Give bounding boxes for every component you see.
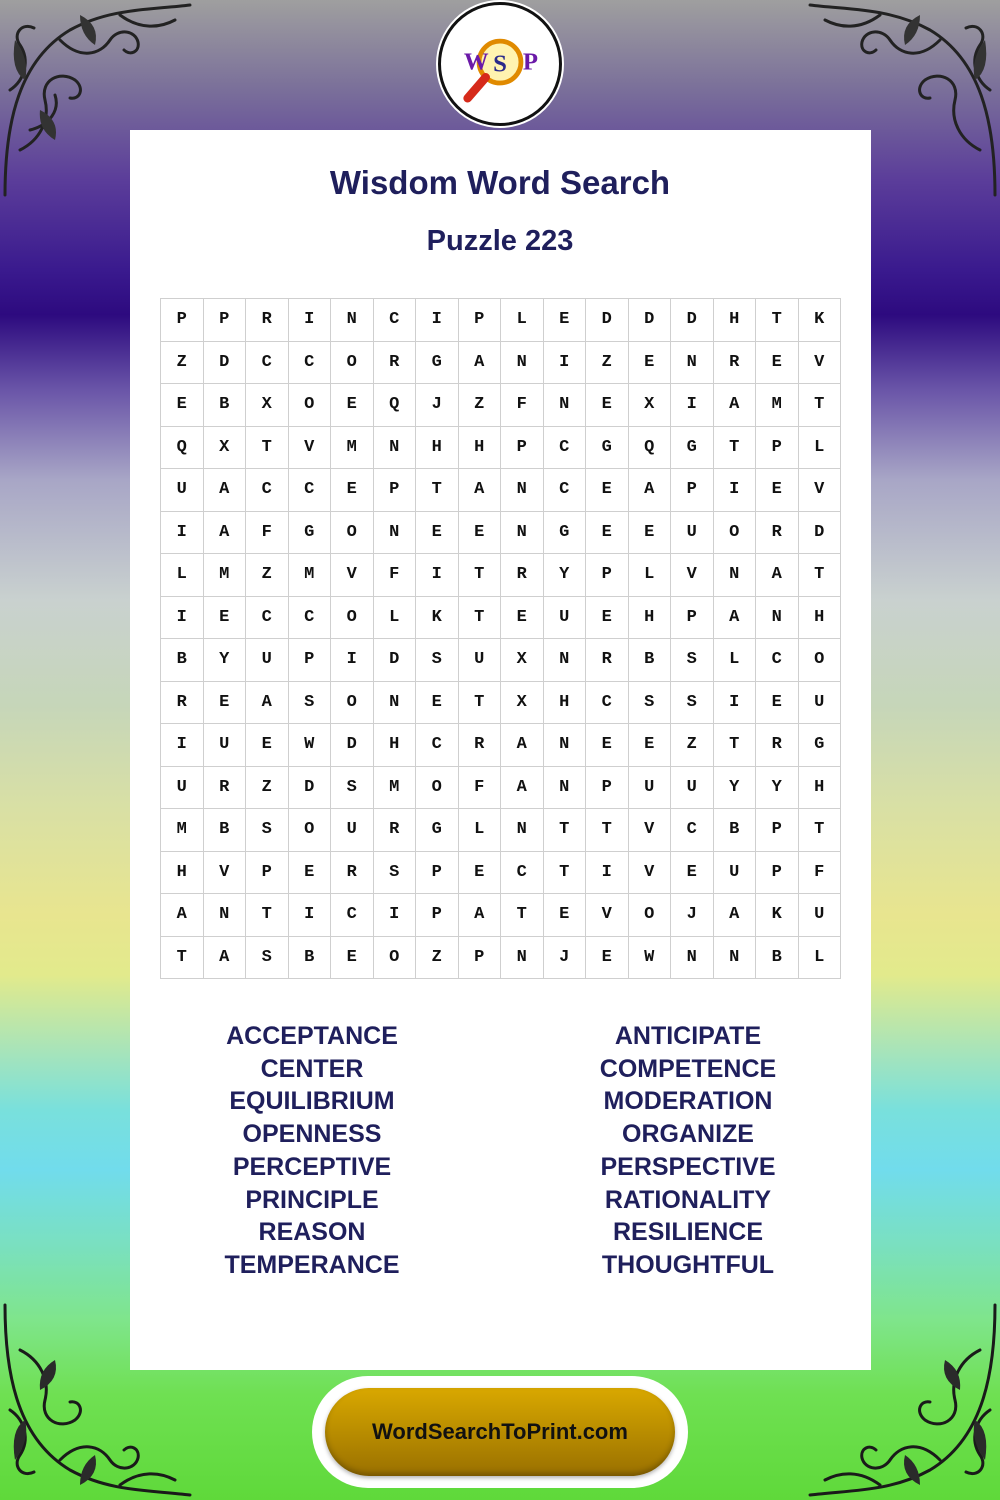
grid-cell[interactable]: S bbox=[671, 682, 714, 725]
grid-cell[interactable]: S bbox=[374, 852, 417, 895]
grid-cell[interactable]: M bbox=[756, 384, 799, 427]
grid-cell[interactable]: E bbox=[586, 469, 629, 512]
word-item: TEMPERANCE bbox=[224, 1250, 400, 1279]
grid-cell[interactable]: Y bbox=[756, 767, 799, 810]
grid-cell[interactable]: A bbox=[204, 512, 247, 555]
grid-cell[interactable]: I bbox=[671, 384, 714, 427]
grid-cell[interactable]: E bbox=[629, 512, 672, 555]
grid-cell[interactable]: O bbox=[331, 512, 374, 555]
grid-cell[interactable]: O bbox=[331, 597, 374, 640]
grid-cell[interactable]: O bbox=[799, 639, 842, 682]
grid-cell[interactable]: D bbox=[671, 299, 714, 342]
grid-cell[interactable]: E bbox=[289, 852, 332, 895]
grid-cell[interactable]: I bbox=[289, 299, 332, 342]
grid-cell[interactable]: X bbox=[501, 639, 544, 682]
grid-cell[interactable]: P bbox=[586, 767, 629, 810]
grid-cell[interactable]: U bbox=[161, 469, 204, 512]
grid-cell[interactable]: H bbox=[714, 299, 757, 342]
grid-cell[interactable]: A bbox=[714, 384, 757, 427]
grid-cell[interactable]: I bbox=[714, 469, 757, 512]
grid-cell[interactable]: C bbox=[544, 469, 587, 512]
grid-cell[interactable]: T bbox=[714, 724, 757, 767]
grid-cell[interactable]: W bbox=[629, 937, 672, 980]
grid-cell[interactable]: I bbox=[416, 554, 459, 597]
grid-cell[interactable]: L bbox=[501, 299, 544, 342]
grid-cell[interactable]: E bbox=[331, 469, 374, 512]
grid-cell[interactable]: P bbox=[374, 469, 417, 512]
grid-cell[interactable]: U bbox=[799, 682, 842, 725]
grid-cell[interactable]: A bbox=[459, 894, 502, 937]
grid-cell[interactable]: N bbox=[756, 597, 799, 640]
grid-cell[interactable]: H bbox=[416, 427, 459, 470]
grid-cell[interactable]: C bbox=[501, 852, 544, 895]
grid-cell[interactable]: N bbox=[671, 342, 714, 385]
grid-cell[interactable]: G bbox=[416, 342, 459, 385]
grid-cell[interactable]: P bbox=[416, 852, 459, 895]
grid-cell[interactable]: G bbox=[544, 512, 587, 555]
grid-cell[interactable]: E bbox=[459, 512, 502, 555]
grid-cell[interactable]: T bbox=[501, 894, 544, 937]
word-item: REASON bbox=[258, 1218, 366, 1247]
grid-cell[interactable]: H bbox=[629, 597, 672, 640]
grid-cell[interactable]: R bbox=[756, 512, 799, 555]
grid-cell[interactable]: S bbox=[246, 937, 289, 980]
grid-cell[interactable]: N bbox=[331, 299, 374, 342]
grid-cell[interactable]: T bbox=[586, 809, 629, 852]
word-item: CENTER bbox=[260, 1054, 364, 1083]
grid-cell[interactable]: N bbox=[374, 512, 417, 555]
page-title: Wisdom Word Search bbox=[329, 164, 671, 201]
grid-cell[interactable]: C bbox=[756, 639, 799, 682]
grid-cell[interactable]: U bbox=[331, 809, 374, 852]
grid-cell[interactable]: P bbox=[246, 852, 289, 895]
grid-cell[interactable]: N bbox=[501, 469, 544, 512]
grid-cell[interactable]: X bbox=[204, 427, 247, 470]
grid-cell[interactable]: C bbox=[331, 894, 374, 937]
grid-cell[interactable]: Z bbox=[671, 724, 714, 767]
word-item: OPENNESS bbox=[242, 1120, 382, 1149]
grid-cell[interactable]: G bbox=[416, 809, 459, 852]
grid-cell[interactable]: P bbox=[756, 809, 799, 852]
grid-cell[interactable]: T bbox=[246, 894, 289, 937]
grid-cell[interactable]: L bbox=[459, 809, 502, 852]
logo-letter-w: W bbox=[463, 48, 489, 76]
grid-cell[interactable]: P bbox=[459, 299, 502, 342]
grid-cell[interactable]: N bbox=[544, 767, 587, 810]
grid-cell[interactable]: E bbox=[586, 597, 629, 640]
grid-cell[interactable]: L bbox=[799, 937, 842, 980]
grid-cell[interactable]: Z bbox=[246, 554, 289, 597]
grid-cell[interactable]: V bbox=[799, 469, 842, 512]
grid-cell[interactable]: A bbox=[714, 597, 757, 640]
grid-cell[interactable]: S bbox=[671, 639, 714, 682]
grid-cell[interactable]: C bbox=[246, 342, 289, 385]
grid-cell[interactable]: V bbox=[629, 809, 672, 852]
word-item: COMPETENCE bbox=[599, 1054, 777, 1083]
grid-cell[interactable]: R bbox=[714, 342, 757, 385]
word-item: PRINCIPLE bbox=[245, 1185, 379, 1214]
grid-cell[interactable]: U bbox=[544, 597, 587, 640]
grid-cell[interactable]: E bbox=[204, 682, 247, 725]
grid-cell[interactable]: P bbox=[756, 852, 799, 895]
grid-cell[interactable]: Z bbox=[246, 767, 289, 810]
word-item: PERSPECTIVE bbox=[600, 1152, 776, 1181]
grid-cell[interactable]: M bbox=[204, 554, 247, 597]
grid-cell[interactable]: O bbox=[331, 342, 374, 385]
grid-cell[interactable]: E bbox=[586, 937, 629, 980]
grid-cell[interactable]: F bbox=[459, 767, 502, 810]
grid-cell[interactable]: I bbox=[161, 724, 204, 767]
grid-cell[interactable]: I bbox=[161, 597, 204, 640]
grid-cell[interactable]: B bbox=[161, 639, 204, 682]
word-item: ANTICIPATE bbox=[614, 1022, 762, 1050]
word-item: RATIONALITY bbox=[604, 1185, 772, 1214]
grid-cell[interactable]: R bbox=[756, 724, 799, 767]
grid-cell[interactable]: D bbox=[586, 299, 629, 342]
grid-cell[interactable]: B bbox=[204, 809, 247, 852]
word-item: RESILIENCE bbox=[612, 1218, 764, 1247]
grid-cell[interactable]: P bbox=[756, 427, 799, 470]
grid-cell[interactable]: P bbox=[161, 299, 204, 342]
grid-cell[interactable]: C bbox=[671, 809, 714, 852]
grid-cell[interactable]: A bbox=[459, 342, 502, 385]
grid-cell[interactable]: U bbox=[246, 639, 289, 682]
grid-cell[interactable]: V bbox=[331, 554, 374, 597]
grid-cell[interactable]: V bbox=[629, 852, 672, 895]
grid-cell[interactable]: G bbox=[586, 427, 629, 470]
grid-cell[interactable]: N bbox=[501, 342, 544, 385]
grid-cell[interactable]: A bbox=[714, 894, 757, 937]
grid-cell[interactable]: N bbox=[671, 937, 714, 980]
word-item: ACCEPTANCE bbox=[226, 1022, 398, 1050]
grid-cell[interactable]: A bbox=[629, 469, 672, 512]
grid-cell[interactable]: E bbox=[629, 342, 672, 385]
grid-cell[interactable]: M bbox=[289, 554, 332, 597]
grid-cell[interactable]: A bbox=[459, 469, 502, 512]
grid-cell[interactable]: Q bbox=[161, 427, 204, 470]
grid-cell[interactable]: W bbox=[289, 724, 332, 767]
grid-cell[interactable]: C bbox=[246, 597, 289, 640]
grid-cell[interactable]: H bbox=[459, 427, 502, 470]
grid-cell[interactable]: B bbox=[289, 937, 332, 980]
grid-cell[interactable]: A bbox=[161, 894, 204, 937]
grid-cell[interactable]: E bbox=[586, 384, 629, 427]
grid-cell[interactable]: U bbox=[204, 724, 247, 767]
grid-cell[interactable]: I bbox=[289, 894, 332, 937]
grid-cell[interactable]: D bbox=[629, 299, 672, 342]
grid-cell[interactable]: C bbox=[246, 469, 289, 512]
grid-cell[interactable]: R bbox=[161, 682, 204, 725]
grid-cell[interactable]: R bbox=[501, 554, 544, 597]
grid-cell[interactable]: P bbox=[289, 639, 332, 682]
grid-cell[interactable]: N bbox=[501, 937, 544, 980]
grid-cell[interactable]: U bbox=[671, 512, 714, 555]
grid-cell[interactable]: V bbox=[586, 894, 629, 937]
grid-cell[interactable]: E bbox=[161, 384, 204, 427]
grid-cell[interactable]: P bbox=[204, 299, 247, 342]
grid-cell[interactable]: O bbox=[289, 809, 332, 852]
grid-cell[interactable]: G bbox=[289, 512, 332, 555]
grid-cell[interactable]: S bbox=[246, 809, 289, 852]
grid-cell[interactable]: Y bbox=[544, 554, 587, 597]
grid-cell[interactable]: L bbox=[799, 427, 842, 470]
word-list-right bbox=[528, 1020, 848, 1282]
grid-cell[interactable]: N bbox=[374, 682, 417, 725]
grid-cell[interactable]: J bbox=[671, 894, 714, 937]
website-button[interactable] bbox=[325, 1388, 675, 1476]
grid-cell[interactable]: F bbox=[246, 512, 289, 555]
grid-cell[interactable]: U bbox=[714, 852, 757, 895]
grid-cell[interactable]: N bbox=[544, 724, 587, 767]
grid-cell[interactable]: E bbox=[756, 342, 799, 385]
grid-cell[interactable]: R bbox=[204, 767, 247, 810]
grid-cell[interactable]: I bbox=[374, 894, 417, 937]
grid-cell[interactable]: F bbox=[799, 852, 842, 895]
grid-cell[interactable]: T bbox=[246, 427, 289, 470]
grid-cell[interactable]: S bbox=[629, 682, 672, 725]
grid-cell[interactable]: T bbox=[459, 682, 502, 725]
grid-cell[interactable]: V bbox=[204, 852, 247, 895]
grid-cell[interactable]: C bbox=[416, 724, 459, 767]
word-list-left bbox=[152, 1020, 472, 1282]
grid-cell[interactable]: V bbox=[799, 342, 842, 385]
grid-cell[interactable]: N bbox=[501, 809, 544, 852]
grid-cell[interactable]: A bbox=[501, 767, 544, 810]
grid-cell[interactable]: E bbox=[756, 469, 799, 512]
grid-cell[interactable]: P bbox=[416, 894, 459, 937]
logo-letter-p: P bbox=[522, 48, 538, 76]
word-item: ORGANIZE bbox=[622, 1120, 754, 1149]
grid-cell[interactable]: S bbox=[331, 767, 374, 810]
grid-cell[interactable]: V bbox=[671, 554, 714, 597]
grid-cell[interactable]: N bbox=[204, 894, 247, 937]
grid-cell[interactable]: I bbox=[331, 639, 374, 682]
grid-cell[interactable]: X bbox=[629, 384, 672, 427]
grid-cell[interactable]: D bbox=[204, 342, 247, 385]
grid-cell[interactable]: E bbox=[586, 724, 629, 767]
grid-cell[interactable]: T bbox=[416, 469, 459, 512]
magnifier-icon bbox=[441, 5, 559, 123]
grid-cell[interactable]: M bbox=[374, 767, 417, 810]
grid-cell[interactable]: E bbox=[629, 724, 672, 767]
grid-cell[interactable]: T bbox=[756, 299, 799, 342]
grid-cell[interactable]: E bbox=[416, 682, 459, 725]
grid-cell[interactable]: P bbox=[671, 597, 714, 640]
grid-cell[interactable]: L bbox=[714, 639, 757, 682]
grid-cell[interactable]: P bbox=[459, 937, 502, 980]
grid-cell[interactable]: Q bbox=[374, 384, 417, 427]
grid-cell[interactable]: O bbox=[416, 767, 459, 810]
grid-cell[interactable]: Z bbox=[161, 342, 204, 385]
grid-cell[interactable]: T bbox=[799, 384, 842, 427]
grid-cell[interactable]: R bbox=[331, 852, 374, 895]
grid-cell[interactable]: J bbox=[416, 384, 459, 427]
grid-cell[interactable]: R bbox=[246, 299, 289, 342]
grid-cell[interactable]: A bbox=[756, 554, 799, 597]
grid-cell[interactable]: E bbox=[756, 682, 799, 725]
grid-cell[interactable]: E bbox=[459, 852, 502, 895]
grid-cell[interactable]: Y bbox=[204, 639, 247, 682]
grid-cell[interactable]: N bbox=[544, 639, 587, 682]
grid-cell[interactable]: A bbox=[204, 469, 247, 512]
grid-cell[interactable]: F bbox=[501, 384, 544, 427]
grid-cell[interactable]: M bbox=[161, 809, 204, 852]
grid-cell[interactable]: U bbox=[671, 767, 714, 810]
grid-cell[interactable]: B bbox=[629, 639, 672, 682]
grid-cell[interactable]: R bbox=[586, 639, 629, 682]
grid-cell[interactable]: B bbox=[714, 809, 757, 852]
grid-cell[interactable]: P bbox=[501, 427, 544, 470]
grid-cell[interactable]: O bbox=[331, 682, 374, 725]
grid-cell[interactable]: B bbox=[204, 384, 247, 427]
grid-cell[interactable]: U bbox=[161, 767, 204, 810]
grid-cell[interactable]: O bbox=[629, 894, 672, 937]
grid-cell[interactable]: R bbox=[374, 342, 417, 385]
grid-cell[interactable]: B bbox=[756, 937, 799, 980]
grid-cell[interactable]: K bbox=[799, 299, 842, 342]
word-item: EQUILIBRIUM bbox=[229, 1087, 395, 1116]
grid-cell[interactable]: N bbox=[544, 384, 587, 427]
grid-cell[interactable]: Z bbox=[459, 384, 502, 427]
word-item: PERCEPTIVE bbox=[232, 1152, 392, 1181]
grid-cell[interactable]: T bbox=[544, 852, 587, 895]
grid-cell[interactable]: H bbox=[374, 724, 417, 767]
puzzle-number: Puzzle 223 bbox=[426, 225, 574, 257]
grid-cell[interactable]: T bbox=[459, 597, 502, 640]
footer-badge bbox=[312, 1376, 688, 1488]
grid-cell[interactable]: X bbox=[501, 682, 544, 725]
grid-cell[interactable]: E bbox=[331, 384, 374, 427]
grid-cell[interactable]: R bbox=[374, 809, 417, 852]
grid-cell[interactable]: E bbox=[544, 894, 587, 937]
grid-cell[interactable]: D bbox=[374, 639, 417, 682]
grid-cell[interactable]: I bbox=[544, 342, 587, 385]
grid-cell[interactable]: T bbox=[799, 809, 842, 852]
grid-cell[interactable]: A bbox=[204, 937, 247, 980]
grid-cell[interactable]: U bbox=[629, 767, 672, 810]
grid-cell[interactable]: H bbox=[799, 597, 842, 640]
word-item: MODERATION bbox=[603, 1087, 773, 1116]
grid-cell[interactable]: G bbox=[671, 427, 714, 470]
grid-cell[interactable]: D bbox=[799, 512, 842, 555]
grid-cell[interactable]: E bbox=[501, 597, 544, 640]
grid-cell[interactable]: H bbox=[544, 682, 587, 725]
grid-cell[interactable]: C bbox=[586, 682, 629, 725]
logo-letter-s: S bbox=[493, 50, 507, 78]
grid-cell[interactable]: L bbox=[629, 554, 672, 597]
grid-cell[interactable]: N bbox=[714, 937, 757, 980]
website-link[interactable]: WordSearchToPrint.com bbox=[372, 1419, 628, 1444]
grid-cell[interactable]: C bbox=[544, 427, 587, 470]
grid-cell[interactable]: A bbox=[246, 682, 289, 725]
grid-cell[interactable]: N bbox=[501, 512, 544, 555]
grid-cell[interactable]: H bbox=[161, 852, 204, 895]
grid-cell[interactable]: T bbox=[714, 427, 757, 470]
grid-cell[interactable]: I bbox=[416, 299, 459, 342]
grid-cell[interactable]: F bbox=[374, 554, 417, 597]
grid-cell[interactable]: X bbox=[246, 384, 289, 427]
grid-cell[interactable]: Z bbox=[586, 342, 629, 385]
grid-cell[interactable]: O bbox=[374, 937, 417, 980]
grid-cell[interactable]: P bbox=[671, 469, 714, 512]
grid-cell[interactable]: E bbox=[544, 299, 587, 342]
grid-cell[interactable]: T bbox=[459, 554, 502, 597]
grid-cell[interactable]: Q bbox=[629, 427, 672, 470]
grid-cell[interactable]: S bbox=[416, 639, 459, 682]
grid-cell[interactable]: D bbox=[289, 767, 332, 810]
grid-cell[interactable]: C bbox=[374, 299, 417, 342]
grid-cell[interactable]: H bbox=[799, 767, 842, 810]
grid-cell[interactable]: T bbox=[799, 554, 842, 597]
grid-cell[interactable]: G bbox=[799, 724, 842, 767]
word-item: THOUGHTFUL bbox=[601, 1250, 775, 1279]
grid-cell[interactable]: E bbox=[204, 597, 247, 640]
grid-cell[interactable]: N bbox=[714, 554, 757, 597]
grid-cell[interactable]: U bbox=[799, 894, 842, 937]
grid-cell[interactable]: Z bbox=[416, 937, 459, 980]
grid-cell[interactable]: T bbox=[544, 809, 587, 852]
letter-grid bbox=[160, 298, 841, 979]
grid-cell[interactable]: E bbox=[671, 852, 714, 895]
grid-cell[interactable]: E bbox=[416, 512, 459, 555]
grid-cell[interactable]: C bbox=[289, 469, 332, 512]
grid-cell[interactable]: K bbox=[756, 894, 799, 937]
grid-cell[interactable]: E bbox=[331, 937, 374, 980]
grid-cell[interactable]: D bbox=[331, 724, 374, 767]
grid-cell[interactable]: O bbox=[714, 512, 757, 555]
grid-cell[interactable]: I bbox=[714, 682, 757, 725]
grid-cell[interactable]: U bbox=[459, 639, 502, 682]
grid-cell[interactable]: O bbox=[289, 384, 332, 427]
grid-cell[interactable]: A bbox=[501, 724, 544, 767]
grid-cell[interactable]: I bbox=[161, 512, 204, 555]
grid-cell[interactable]: T bbox=[161, 937, 204, 980]
grid-cell[interactable]: C bbox=[289, 597, 332, 640]
grid-cell[interactable]: R bbox=[459, 724, 502, 767]
grid-cell[interactable]: L bbox=[374, 597, 417, 640]
grid-cell[interactable]: I bbox=[586, 852, 629, 895]
grid-cell[interactable]: K bbox=[416, 597, 459, 640]
grid-cell[interactable]: E bbox=[586, 512, 629, 555]
grid-cell[interactable]: V bbox=[289, 427, 332, 470]
grid-cell[interactable]: J bbox=[544, 937, 587, 980]
grid-cell[interactable]: M bbox=[331, 427, 374, 470]
grid-cell[interactable]: C bbox=[289, 342, 332, 385]
logo bbox=[438, 2, 562, 126]
grid-cell[interactable]: N bbox=[374, 427, 417, 470]
grid-cell[interactable]: L bbox=[161, 554, 204, 597]
grid-cell[interactable]: S bbox=[289, 682, 332, 725]
grid-cell[interactable]: Y bbox=[714, 767, 757, 810]
grid-cell[interactable]: P bbox=[586, 554, 629, 597]
grid-cell[interactable]: E bbox=[246, 724, 289, 767]
